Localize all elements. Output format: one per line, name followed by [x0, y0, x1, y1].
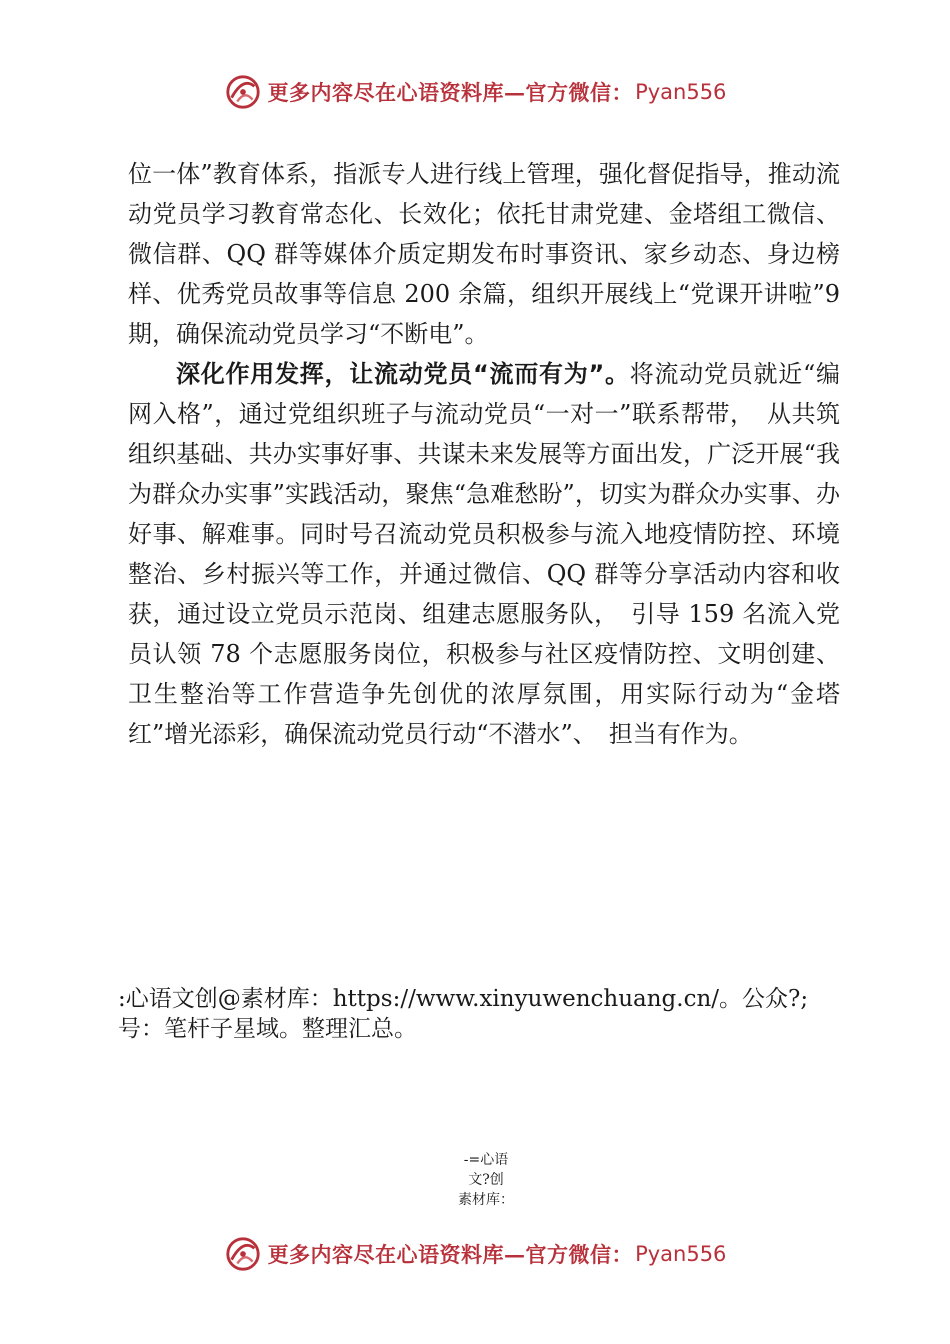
header-banner — [0, 70, 950, 114]
paragraph-2-lead: 深化作用发挥，让流动党员“流而有为”。 — [176, 360, 630, 388]
source-line-1: :心语文创@素材库：https://www.xinyuwenchuang.cn/。公众?; — [118, 986, 809, 1012]
paragraph-2-body: 将流动党员就近“编网入格”，通过党组织班子与流动党员“一对一”联系帮带， 从共筑组织基础、共办实事好事、共谋未来发展等方面出发，广泛开展“我为群众办实事”实践活动，聚焦“急难愁盼”，切实为群众办实事、办好事、解难事。同时号召流动党员积极参与流入地疫情防控、环境整治、乡村振兴等工作，并通过微信、QQ 群等分享活动内容和收获，通过设立党员示范岗、组建志愿服务队， 引导 159 名流入党员认领 78 个志愿服务岗位，积极参与社区疫情防控、文明创建、卫生整治等工作营造争先创优的浓厚氛围，用实际行动为“金塔红”增光添彩，确保流动党员行动“不潜水”、 担当有作为。 — [128, 360, 840, 748]
source-note — [118, 984, 848, 1044]
small-note-line-1: -=心语 — [463, 1152, 509, 1168]
article-body — [128, 154, 840, 754]
footer-banner — [0, 1232, 950, 1276]
small-note-line-3: 素材库： — [458, 1192, 514, 1208]
footer-banner-text: 更多内容尽在心语资料库—官方微信： — [267, 1242, 634, 1267]
paragraph-1: 位一体”教育体系，指派专人进行线上管理，强化督促指导，推动流动党员学习教育常态化、长效化；依托甘肃党建、金塔组工微信、微信群、QQ 群等媒体介质定期发布时事资讯、家乡动态、身边榜样、优秀党员故事等信息 200 余篇，组织开展线上“党课开讲啦”9 期，确保流动党员学习“不断电”。 — [128, 160, 840, 348]
xinyu-logo-icon — [224, 73, 262, 111]
header-contact: Pyan556 — [635, 80, 727, 104]
header-banner-text: 更多内容尽在心语资料库—官方微信： — [267, 80, 634, 105]
small-note-line-2: 文?创 — [468, 1172, 504, 1188]
small-watermark-note — [446, 1150, 526, 1210]
paragraph-2 — [128, 354, 840, 754]
footer-contact: Pyan556 — [635, 1242, 727, 1266]
xinyu-logo-icon — [224, 1235, 262, 1273]
source-line-2: 号：笔杆子星域。整理汇总。 — [118, 1016, 417, 1042]
